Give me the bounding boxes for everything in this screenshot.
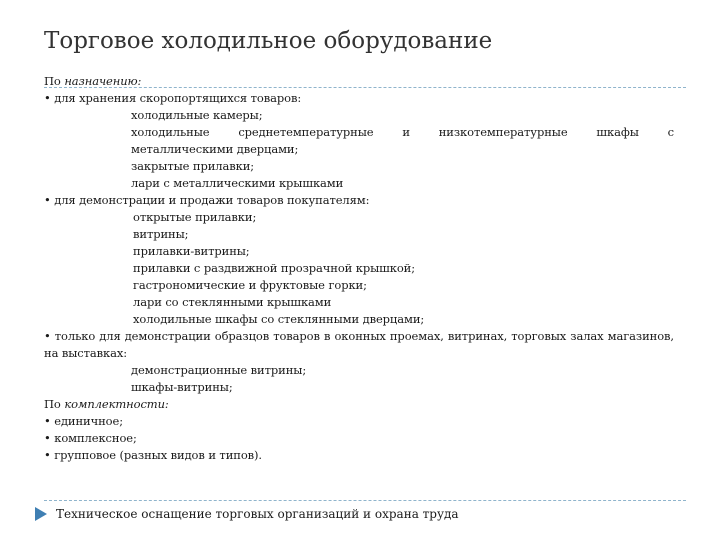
list-item: лари с металлическими крышками bbox=[131, 176, 344, 190]
list-item: холодильные шкафы со стеклянными дверцами; bbox=[133, 312, 425, 326]
list-item: прилавки с раздвижной прозрачной крышкой; bbox=[133, 261, 416, 275]
word: низкотемпературные bbox=[438, 125, 568, 139]
word: шкафы bbox=[596, 125, 639, 139]
section-heading-purpose bbox=[44, 73, 674, 90]
word: холодильные bbox=[131, 125, 210, 139]
list-item: открытые прилавки; bbox=[133, 210, 257, 224]
section-heading-completeness bbox=[44, 396, 674, 413]
word: среднетемпературные bbox=[238, 125, 374, 139]
section-label: назначению: bbox=[64, 74, 142, 88]
list-item: прилавки-витрины; bbox=[133, 244, 250, 258]
list-item: гастрономические и фруктовые горки; bbox=[133, 278, 367, 292]
list-item bbox=[44, 124, 674, 141]
word: и bbox=[402, 125, 410, 139]
page-title: Торговое холодильное оборудование bbox=[44, 28, 493, 54]
list-item: витрины; bbox=[133, 227, 189, 241]
play-arrow-icon bbox=[34, 506, 48, 522]
list-item: шкафы-витрины; bbox=[131, 380, 233, 394]
list-item: лари со стеклянными крышками bbox=[133, 295, 332, 309]
list-item: закрытые прилавки; bbox=[131, 159, 255, 173]
list-item: • групповое (разных видов и типов). bbox=[44, 448, 262, 462]
section-lead: По bbox=[44, 74, 61, 88]
word: с bbox=[667, 125, 674, 139]
footer-text: Техническое оснащение торговых организаций и охрана труда bbox=[56, 507, 459, 521]
body-text bbox=[44, 73, 674, 464]
footer-divider bbox=[44, 500, 686, 501]
footer bbox=[34, 505, 459, 523]
bullet-display-only: • только для демонстрации образцов товаров в оконных проемах, витринах, торговых залах магазинов, на выставках: bbox=[44, 329, 674, 360]
bullet-storage: • для хранения скоропортящихся товаров: bbox=[44, 91, 302, 105]
list-item: • единичное; bbox=[44, 414, 123, 428]
list-item: холодильные камеры; bbox=[131, 108, 263, 122]
list-item: • комплексное; bbox=[44, 431, 137, 445]
section-label: комплектности: bbox=[64, 397, 169, 411]
bullet-display-sale: • для демонстрации и продажи товаров покупателям: bbox=[44, 193, 370, 207]
list-item-continuation: металлическими дверцами; bbox=[131, 142, 299, 156]
list-item: демонстрационные витрины; bbox=[131, 363, 307, 377]
section-lead: По bbox=[44, 397, 61, 411]
